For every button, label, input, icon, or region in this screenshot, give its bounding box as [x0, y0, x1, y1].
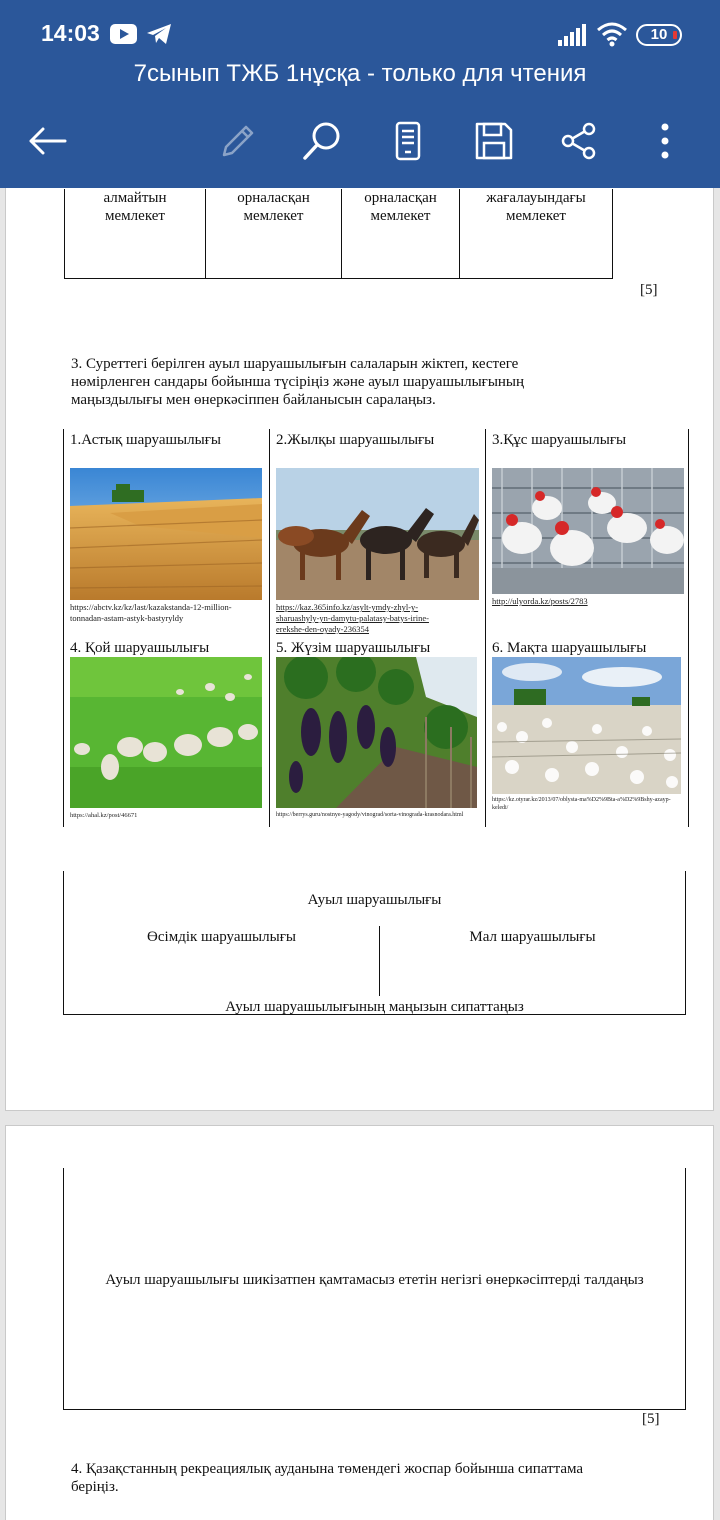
table2-col-livestock: Мал шаруашылығы	[469, 929, 596, 945]
app-bar	[0, 0, 720, 188]
cotton-field-photo	[492, 657, 681, 794]
image-link-1[interactable]: https://abctv.kz/kz/last/kazakstanda-12-million- tonnadan-astam-astyk-bastyryldy	[70, 602, 232, 623]
back-button[interactable]	[22, 116, 72, 166]
image-caption-2: 2.Жылқы шаруашылығы	[276, 432, 435, 448]
industry-table-text: Ауыл шаруашылығы шикізатпен қамтамасыз ететін негізгі өнеркәсіптерді талдаңыз	[105, 1272, 644, 1288]
battery-indicator	[636, 24, 682, 46]
youtube-notification-icon	[110, 22, 137, 51]
wifi-icon	[596, 22, 628, 53]
reading-view-icon	[393, 121, 423, 161]
save-button[interactable]	[469, 116, 519, 166]
page2-score: [5]	[642, 1411, 660, 1427]
reading-view-button[interactable]	[383, 116, 433, 166]
image-link-3[interactable]: http://ulyorda.kz/posts/2783	[492, 596, 588, 606]
image-caption-5: 5. Жүзім шаруашылығы	[276, 640, 431, 656]
task3-text: 3. Суреттегі берілген ауыл шаруашылығын салаларын жіктеп, кестеге нөмірленген сандары бойынша түсіріңіз және ауыл шаруашылығының маңыздылығы мен өнеркәсіппен байланысын саралаңыз.	[71, 356, 525, 408]
edit-button[interactable]	[211, 116, 261, 166]
image-caption-6: 6. Мақта шаруашылығы	[492, 640, 647, 656]
table2-header: Ауыл шаруашылығы	[307, 892, 442, 908]
battery-low-icon	[673, 31, 677, 39]
image-caption-1: 1.Астық шаруашылығы	[70, 432, 221, 448]
poultry-photo	[492, 468, 684, 594]
document-title: 7сынып ТЖБ 1нұсқа - только для чтения	[133, 60, 587, 87]
image-link-6[interactable]: https://kz.otyrar.kz/2013/07/oblysta-ma%D2%9Bta-a%D2%9Bshy-azayp- keledi/	[492, 797, 671, 811]
table1-cell-3: орналасқан мемлекет	[364, 190, 437, 224]
floppy-disk-icon	[474, 121, 514, 161]
document-page-1[interactable]	[5, 160, 714, 1111]
table1-cell-2: орналасқан мемлекет	[237, 190, 310, 224]
pencil-icon	[216, 121, 256, 161]
image-caption-3: 3.Құс шаруашылығы	[492, 432, 627, 448]
more-options-button[interactable]	[640, 116, 690, 166]
task4-text: 4. Қазақстанның рекреациялық ауданына төмендегі жоспар бойынша сипаттама беріңіз.	[71, 1461, 584, 1495]
telegram-notification-icon	[146, 22, 172, 51]
status-time: 14:03	[41, 20, 100, 46]
search-icon	[301, 120, 343, 162]
share-button[interactable]	[554, 116, 604, 166]
share-icon	[559, 121, 599, 161]
wheat-field-photo	[70, 468, 262, 600]
image-link-2[interactable]: https://kaz.365info.kz/asylt-ymdy-zhyl-y- sharuashyly-yn-damytu-palatasy-batys-irine- erekshe-den-oyady-236354	[276, 602, 429, 634]
status-bar	[0, 0, 720, 68]
image-link-4[interactable]: https://ahal.kz/post/46671	[70, 812, 138, 819]
arrow-left-icon	[27, 126, 67, 156]
sheep-photo	[70, 657, 262, 808]
table1-cell-4: жағалауындағы мемлекет	[486, 190, 586, 224]
battery-level: 10	[650, 26, 668, 43]
search-button[interactable]	[297, 116, 347, 166]
table2-footer: Ауыл шаруашылығының маңызын сипаттаңыз	[225, 999, 524, 1015]
more-vertical-icon	[659, 121, 671, 161]
table1-cell-1: алмайтын мемлекет	[103, 190, 167, 224]
image-link-5[interactable]: https://berrys.guru/nostnye-yagody/vinograd/sorta-vinograda-krasnodara.html	[276, 812, 464, 818]
table2-col-plant: Өсімдік шаруашылығы	[147, 929, 296, 945]
document-page-2[interactable]	[5, 1125, 714, 1520]
horses-photo	[276, 468, 479, 600]
vineyard-photo	[276, 657, 477, 808]
image-caption-4: 4. Қой шаруашылығы	[70, 640, 210, 656]
table1-score: [5]	[640, 282, 658, 298]
signal-icon	[558, 24, 586, 51]
